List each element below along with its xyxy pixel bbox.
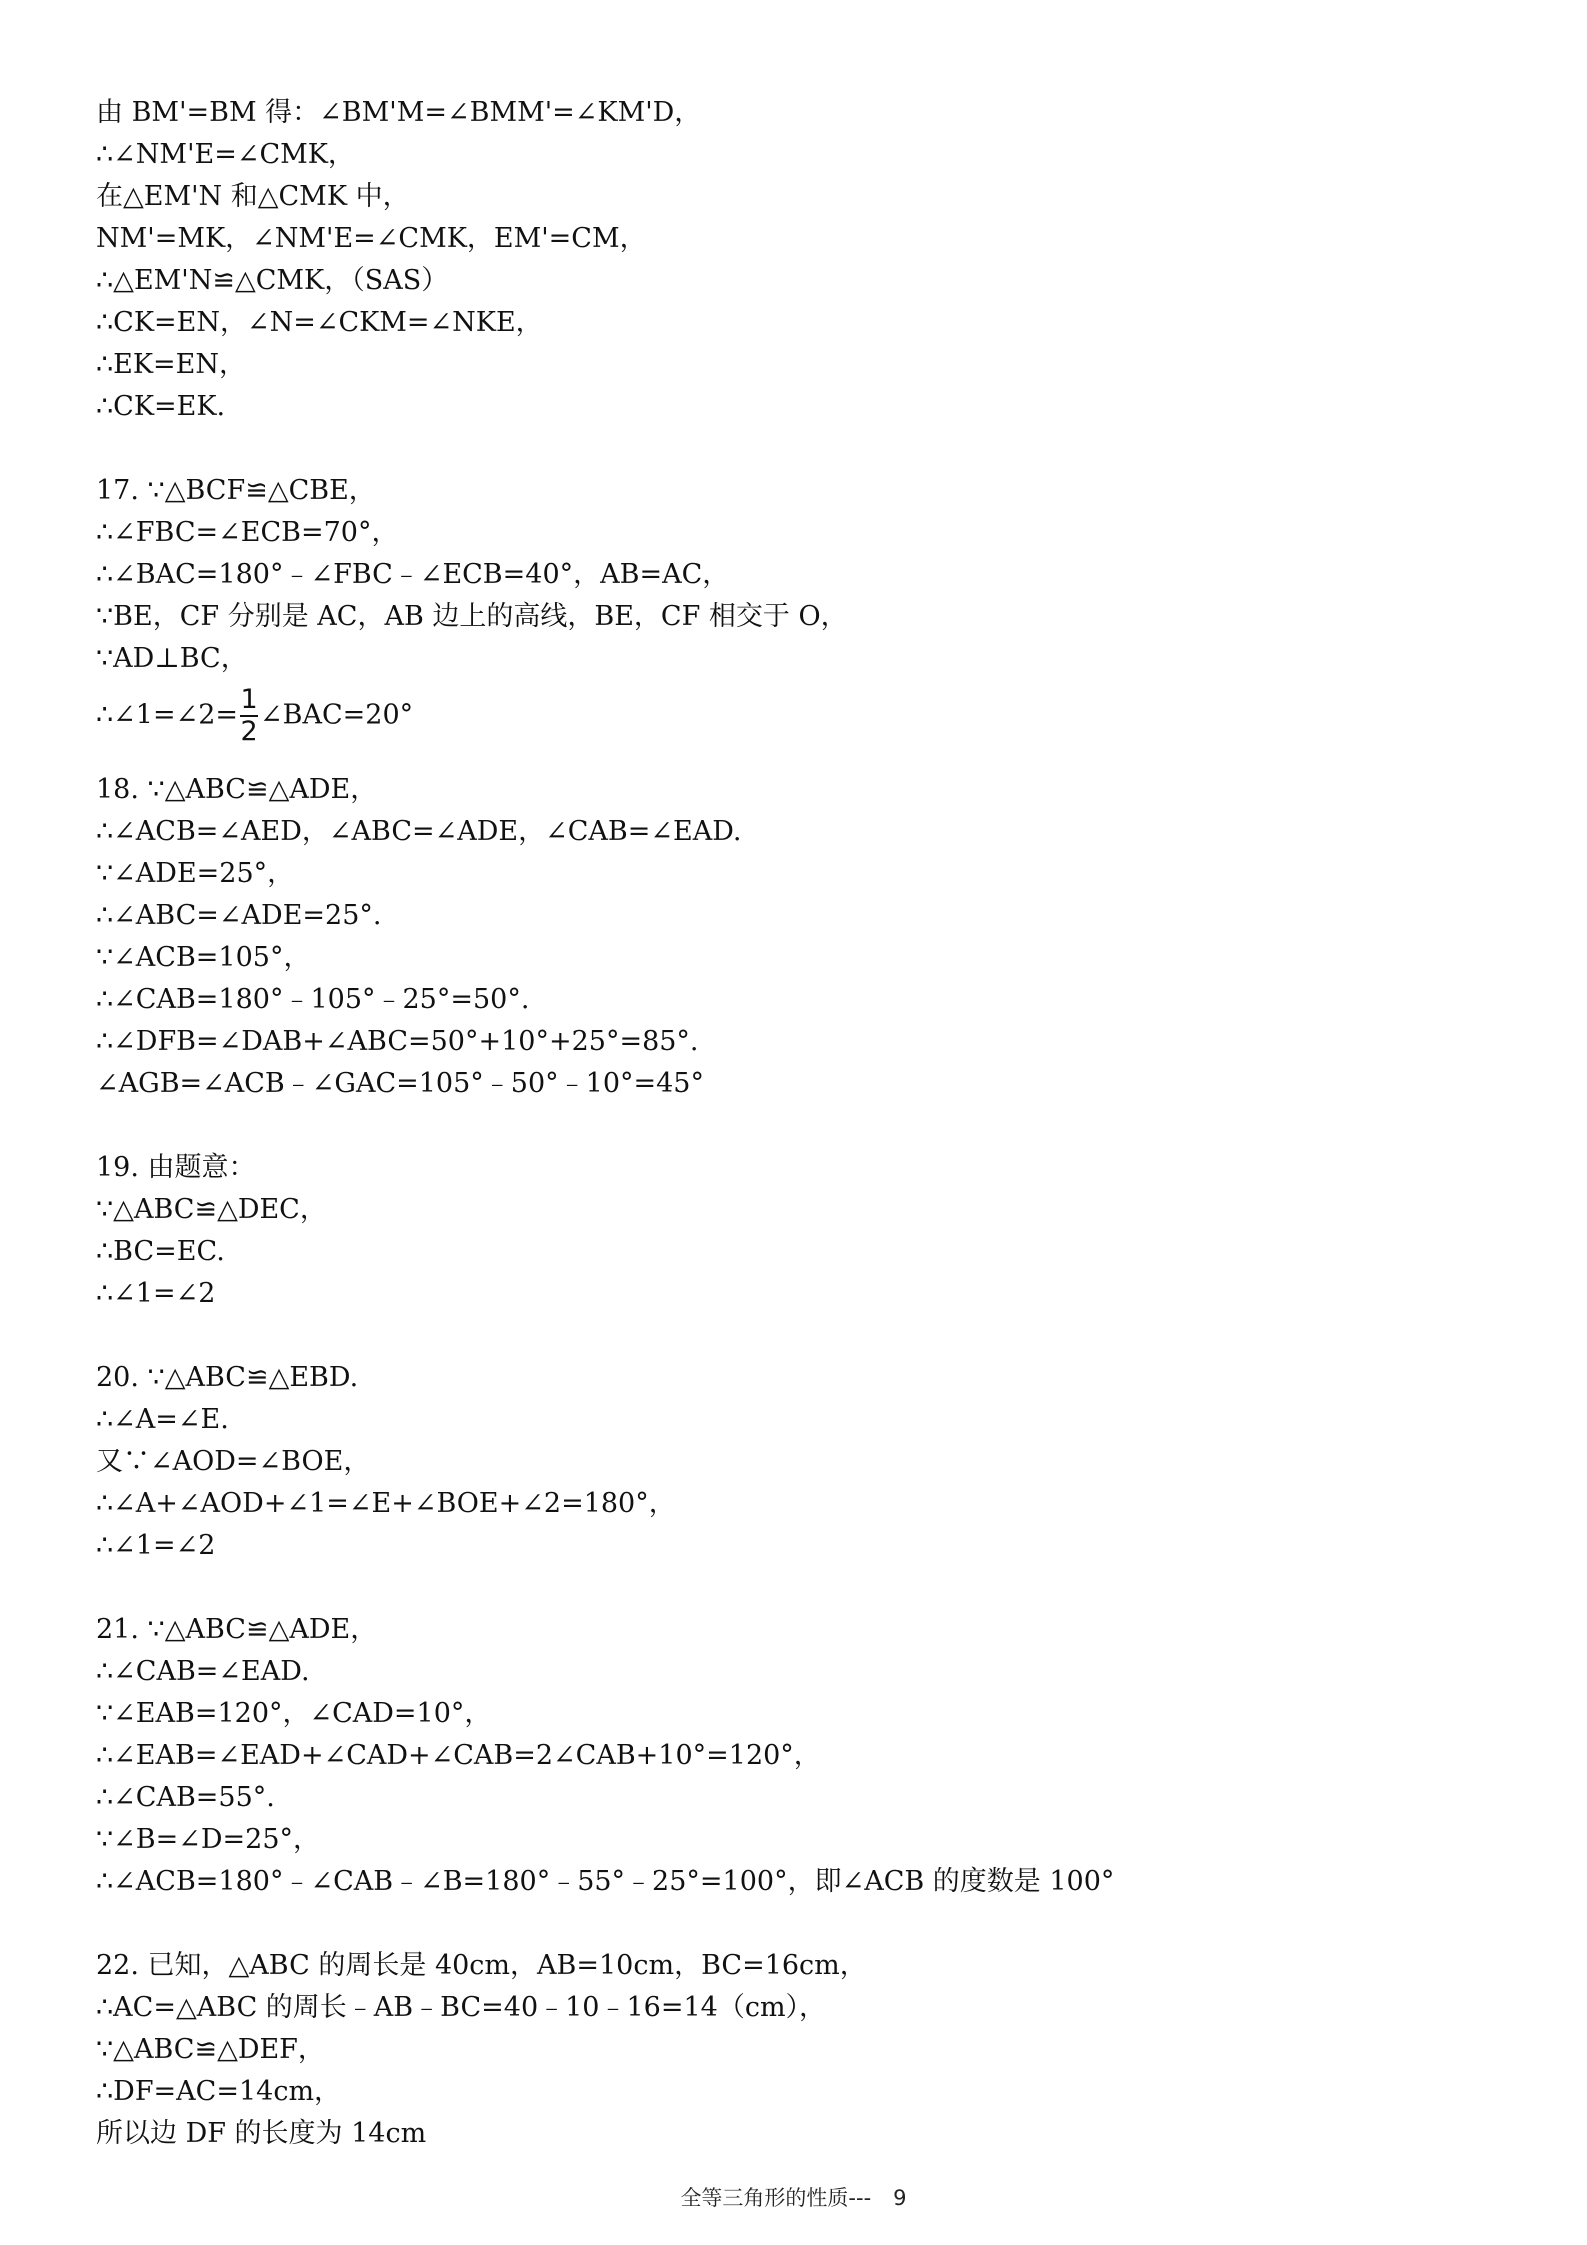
text-line: 由 BM'=BM 得：∠BM'M=∠BMM'=∠KM'D， — [96, 97, 702, 128]
text-line: NM'=MK，∠NM'E=∠CMK，EM'=CM， — [96, 223, 647, 254]
text-line: ∴CK=EN，∠N=∠CKM=∠NKE， — [96, 307, 543, 338]
text-line: ∴△EM'N≌△CMK，（SAS） — [96, 265, 449, 296]
text-line: ∴CK=EK. — [96, 391, 226, 422]
problem-20-heading: 20. ∵△ABC≌△EBD. — [96, 1362, 359, 1393]
problem-18-heading: 18. ∵△ABC≌△ADE， — [96, 774, 378, 805]
text-line: ∵BE，CF 分别是 AC，AB 边上的高线，BE，CF 相交于 O， — [96, 601, 848, 632]
text-line: ∴∠DFB=∠DAB+∠ABC=50°+10°+25°=85°. — [96, 1026, 699, 1057]
text-line: ∵△ABC≌△DEF， — [96, 2034, 325, 2065]
text-line: ∴DF=AC=14cm， — [96, 2076, 342, 2107]
problem-22-heading: 22. 已知，△ABC 的周长是 40cm，AB=10cm，BC=16cm， — [96, 1950, 867, 1981]
text-line: 在△EM'N 和△CMK 中， — [96, 181, 410, 212]
text-line: ∴AC=△ABC 的周长﹣AB﹣BC=40﹣10﹣16=14（cm）， — [96, 1992, 827, 2023]
fraction-line-after: ∠BAC=20° — [260, 699, 414, 731]
footer-title: 全等三角形的性质--- — [680, 2186, 872, 2210]
page-number: 9 — [893, 2186, 907, 2210]
text-line: ∴∠NM'E=∠CMK， — [96, 139, 355, 170]
text-line: 又∵∠AOD=∠BOE， — [96, 1446, 371, 1477]
text-line: ∴∠CAB=55°. — [96, 1782, 275, 1813]
fraction-numerator: 1 — [240, 684, 258, 715]
text-line: ∵△ABC≌△DEC， — [96, 1194, 327, 1225]
text-line: ∴∠1=∠2 — [96, 1278, 216, 1309]
text-line: ∴∠BAC=180°﹣∠FBC﹣∠ECB=40°，AB=AC， — [96, 559, 730, 590]
text-line: ∠AGB=∠ACB﹣∠GAC=105°﹣50°﹣10°=45° — [96, 1068, 704, 1099]
text-line: ∴∠CAB=180°﹣105°﹣25°=50°. — [96, 984, 530, 1015]
text-line: ∴∠ABC=∠ADE=25°. — [96, 900, 382, 931]
text-line: ∵∠EAB=120°，∠CAD=10°， — [96, 1698, 492, 1729]
fraction-line — [96, 686, 413, 746]
text-line: ∴∠ACB=∠AED，∠ABC=∠ADE，∠CAB=∠EAD. — [96, 816, 742, 847]
text-line: ∴∠A+∠AOD+∠1=∠E+∠BOE+∠2=180°， — [96, 1488, 676, 1519]
text-line: ∵AD⊥BC， — [96, 643, 248, 674]
text-line: ∴∠ACB=180°﹣∠CAB﹣∠B=180°﹣55°﹣25°=100°，即∠ACB 的度数是 100° — [96, 1866, 1115, 1897]
problem-21-heading: 21. ∵△ABC≌△ADE， — [96, 1614, 378, 1645]
problem-17-heading: 17. ∵△BCF≌△CBE， — [96, 475, 376, 506]
text-line: ∵∠ACB=105°， — [96, 942, 311, 973]
text-line: ∴∠EAB=∠EAD+∠CAD+∠CAB=2∠CAB+10°=120°， — [96, 1740, 821, 1771]
fraction-one-half — [240, 686, 258, 746]
text-line: ∴∠FBC=∠ECB=70°， — [96, 517, 399, 548]
fraction-line-before: ∴∠1=∠2= — [96, 699, 239, 731]
text-line: ∵∠ADE=25°， — [96, 858, 295, 889]
text-line: ∴BC=EC. — [96, 1236, 225, 1267]
text-line: ∴∠CAB=∠EAD. — [96, 1656, 310, 1687]
text-line: ∴EK=EN， — [96, 349, 247, 380]
text-line: ∴∠1=∠2 — [96, 1530, 216, 1561]
page-footer — [0, 2182, 1587, 2212]
text-line: 所以边 DF 的长度为 14cm — [96, 2118, 427, 2149]
problem-19-heading: 19. 由题意： — [96, 1152, 256, 1183]
text-line: ∴∠A=∠E. — [96, 1404, 229, 1435]
fraction-denominator: 2 — [240, 716, 258, 747]
text-line: ∵∠B=∠D=25°， — [96, 1824, 321, 1855]
